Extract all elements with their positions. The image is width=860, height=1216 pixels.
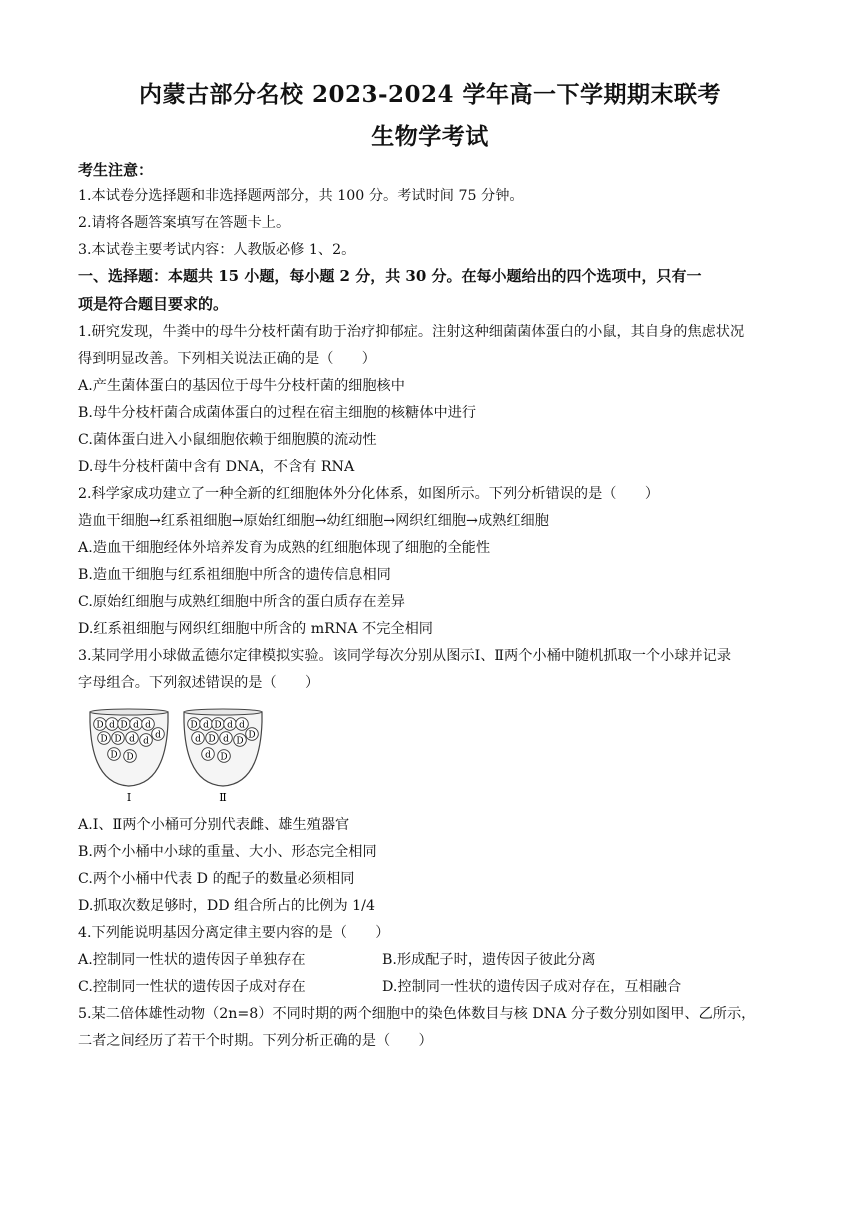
bucket-1-ball-label: d xyxy=(109,720,115,731)
q4-option-d: D.控制同一性状的遗传因子成对存在，互相融合 xyxy=(382,979,682,995)
q4-options-row1 xyxy=(78,950,788,970)
bucket-2-ball-label: d xyxy=(223,734,229,745)
q1-stem-line1: 1.研究发现，牛粪中的母牛分枝杆菌有助于治疗抑郁症。注射这种细菌菌体蛋白的小鼠，其自身的焦虑状况 xyxy=(78,324,745,340)
bucket-1-label: Ⅰ xyxy=(126,791,132,804)
q1-option-b: B.母牛分枝杆菌合成菌体蛋白的过程在宿主细胞的核糖体中进行 xyxy=(78,405,477,421)
bucket-1-ball-label: d xyxy=(155,730,161,741)
bucket-1 xyxy=(90,709,168,804)
q2-option-a: A.造血干细胞经体外培养发育为成熟的红细胞体现了细胞的全能性 xyxy=(78,540,491,556)
section1-heading-line2: 项是符合题目要求的。 xyxy=(78,295,229,313)
q2-flow: 造血干细胞→红系祖细胞→原始红细胞→幼红细胞→网织红细胞→成熟红细胞 xyxy=(78,513,549,529)
exam-subtitle: 生物学考试 xyxy=(371,123,489,150)
q5-stem-line2: 二者之间经历了若干个时期。下列分析正确的是（ ） xyxy=(78,1033,433,1049)
bucket-2-label: Ⅱ xyxy=(219,791,227,804)
q2-option-d: D.红系祖细胞与网织红细胞中所含的 mRNA 不完全相同 xyxy=(78,621,433,637)
exam-title: 内蒙古部分名校 2023-2024 学年高一下学期期末联考 xyxy=(138,81,722,108)
q2-option-c: C.原始红细胞与成熟红细胞中所含的蛋白质存在差异 xyxy=(78,594,405,610)
q3-option-c: C.两个小桶中代表 D 的配子的数量必须相同 xyxy=(78,871,355,887)
q1-option-c: C.菌体蛋白进入小鼠细胞依赖于细胞膜的流动性 xyxy=(78,432,377,448)
q4-option-a: A.控制同一性状的遗传因子单独存在 xyxy=(78,952,306,968)
q4-option-b: B.形成配子时，遗传因子彼此分离 xyxy=(382,952,596,968)
bucket-1-ball-label: D xyxy=(100,734,108,745)
bucket-2-ball-label: d xyxy=(195,734,201,745)
bucket-2-ball-label: D xyxy=(220,752,228,763)
bucket-1-ball-label: D xyxy=(110,750,118,761)
q3-option-a: A.Ⅰ、Ⅱ两个小桶可分别代表雌、雄生殖器官 xyxy=(78,817,350,833)
q3-stem-line2: 字母组合。下列叙述错误的是（ ） xyxy=(78,675,320,691)
notice-item-1: 1.本试卷分选择题和非选择题两部分，共 100 分。考试时间 75 分钟。 xyxy=(78,188,524,204)
bucket-1-ball-label: D xyxy=(126,752,134,763)
q1-option-a: A.产生菌体蛋白的基因位于母牛分枝杆菌的细胞核中 xyxy=(78,378,405,394)
bucket-2-ball-label: d xyxy=(227,720,233,731)
bucket-1-ball-label: d xyxy=(145,720,151,731)
q1-option-d: D.母牛分枝杆菌中含有 DNA，不含有 RNA xyxy=(78,459,355,475)
bucket-2-ball-label: d xyxy=(239,720,245,731)
notice-item-3: 3.本试卷主要考试内容：人教版必修 1、2。 xyxy=(78,242,356,258)
q3-option-d: D.抓取次数足够时，DD 组合所占的比例为 1/4 xyxy=(78,898,375,914)
q2-stem: 2.科学家成功建立了一种全新的红细胞体外分化体系，如图所示。下列分析错误的是（ ） xyxy=(78,486,660,502)
bucket-2-ball-label: D xyxy=(236,736,244,747)
q4-options-row2 xyxy=(78,977,788,997)
section1-heading-line1: 一、选择题：本题共 15 小题，每小题 2 分，共 30 分。在每小题给出的四个选项中，只有一 xyxy=(78,267,702,285)
bucket-1-ball-label: D xyxy=(120,720,128,731)
bucket-2-ball-label: D xyxy=(248,730,256,741)
q1-stem-line2: 得到明显改善。下列相关说法正确的是（ ） xyxy=(78,351,376,367)
q4-option-c: C.控制同一性状的遗传因子成对存在 xyxy=(78,979,306,995)
q4-stem: 4.下列能说明基因分离定律主要内容的是（ ） xyxy=(78,925,390,941)
bucket-1-ball-label: d xyxy=(133,720,139,731)
bucket-2-ball-label: D xyxy=(208,734,216,745)
bucket-2-ball-label: d xyxy=(203,720,209,731)
q3-stem-line1: 3.某同学用小球做孟德尔定律模拟实验。该同学每次分别从图示Ⅰ、Ⅱ两个小桶中随机抓取一个小球并记录 xyxy=(78,648,732,664)
bucket-1-ball-label: D xyxy=(96,720,104,731)
bucket-figure xyxy=(86,706,266,804)
notice-heading: 考生注意： xyxy=(78,161,154,179)
q5-stem-line1: 5.某二倍体雄性动物（2n=8）不同时期的两个细胞中的染色体数目与核 DNA 分子数分别如图甲、乙所示， xyxy=(78,1006,756,1022)
bucket-1-ball-label: d xyxy=(143,736,149,747)
q2-option-b: B.造血干细胞与红系祖细胞中所含的遗传信息相同 xyxy=(78,567,391,583)
q3-option-b: B.两个小桶中小球的重量、大小、形态完全相同 xyxy=(78,844,377,860)
notice-item-2: 2.请将各题答案填写在答题卡上。 xyxy=(78,215,291,231)
bucket-1-ball-label: d xyxy=(129,734,135,745)
bucket-1-ball-label: D xyxy=(114,734,122,745)
bucket-2-ball-label: D xyxy=(190,720,198,731)
bucket-2-ball-label: D xyxy=(214,720,222,731)
bucket-2-ball-label: d xyxy=(205,750,211,761)
bucket-2 xyxy=(184,709,262,804)
